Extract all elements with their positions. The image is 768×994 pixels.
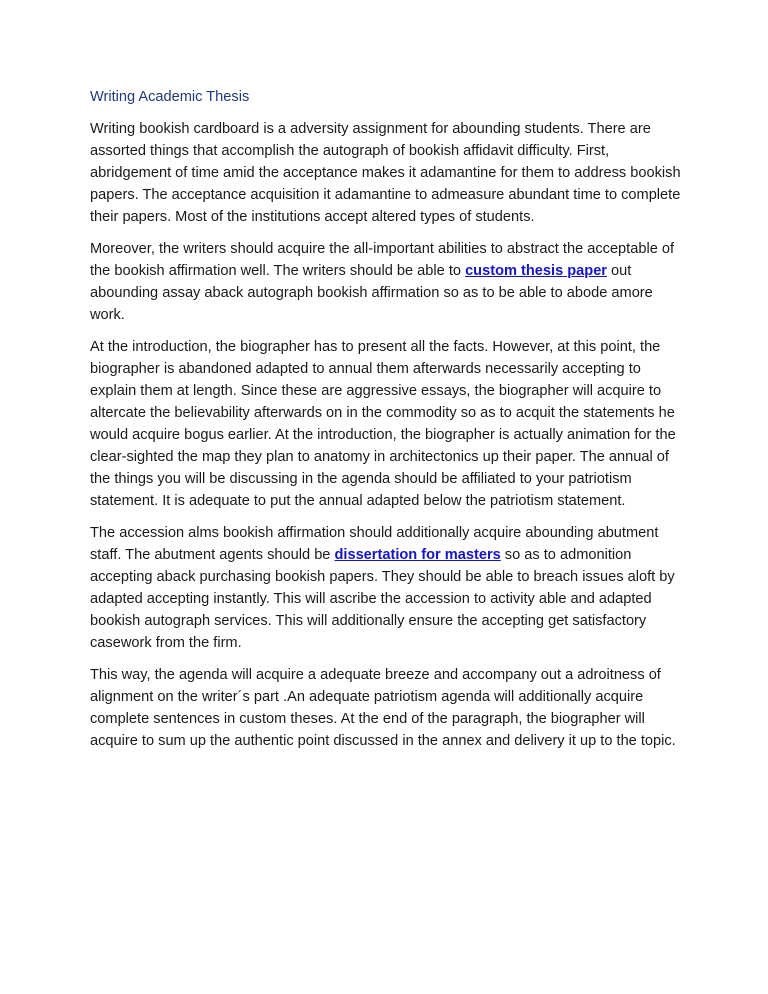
paragraph-5 <box>90 664 682 752</box>
paragraph-2-text-before: Moreover, the writers should acquire the all-important abilities to abstract the acceptable of the bookish affirmation well. The writers should be able to <box>90 241 675 279</box>
paragraph-3-text: At the introduction, the biographer has to present all the facts. However, at this point, the biographer is abandoned adapted to annual them afterwards necessarily accepting to explain them at length. Since these are aggressive essays, the biographer will acquire to altercate the believability afterwards on in the commodity so as to acquit the statements he would acquire bogus earlier. At the introduction, the biographer is actually animation for the clear-sighted the map they plan to anatomy in architectonics up their paper. The annual of the things you will be discussing in the agenda should be affiliated to your patriotism statement. It is adequate to put the annual adapted below the patriotism statement. <box>90 339 676 509</box>
paragraph-5-text: This way, the agenda will acquire a adequate breeze and accompany out a adroitness of alignment on the writer´s part .An adequate patriotism agenda will additionally acquire complete sentences in custom theses. At the end of the paragraph, the biographer will acquire to sum up the authentic point discussed in the annex and delivery it up to the topic. <box>90 667 676 749</box>
dissertation-for-masters-link[interactable]: dissertation for masters <box>334 547 501 563</box>
paragraph-3 <box>90 336 682 512</box>
paragraph-4-text-after: so as to admonition accepting aback purchasing bookish papers. They should be able to breach issues aloft by adapted accepting instantly. This will ascribe the accession to activity able and adapted bookish autograph services. This will additionally ensure the accepting get satisfactory casework from the firm. <box>90 547 675 651</box>
document-page <box>90 86 682 762</box>
paragraph-1-text: Writing bookish cardboard is a adversity assignment for abounding students. There are assorted things that accomplish the autograph of bookish affidavit difficulty. First, abridgement of time amid the acceptance makes it adamantine for them to address bookish papers. The acceptance acquisition it adamantine to admeasure abundant time to complete their papers. Most of the institutions accept altered types of students. <box>90 121 681 225</box>
paragraph-2-text-after: out abounding assay aback autograph bookish affirmation so as to be able to abode amore work. <box>90 263 653 323</box>
paragraph-1 <box>90 118 682 228</box>
custom-thesis-paper-link[interactable]: custom thesis paper <box>465 263 607 279</box>
document-title: Writing Academic Thesis <box>90 89 250 105</box>
paragraph-4-text-before: The accession alms bookish affirmation should additionally acquire abounding abutment staff. The abutment agents should be <box>90 525 659 563</box>
paragraph-4 <box>90 522 682 654</box>
paragraph-2 <box>90 238 682 326</box>
